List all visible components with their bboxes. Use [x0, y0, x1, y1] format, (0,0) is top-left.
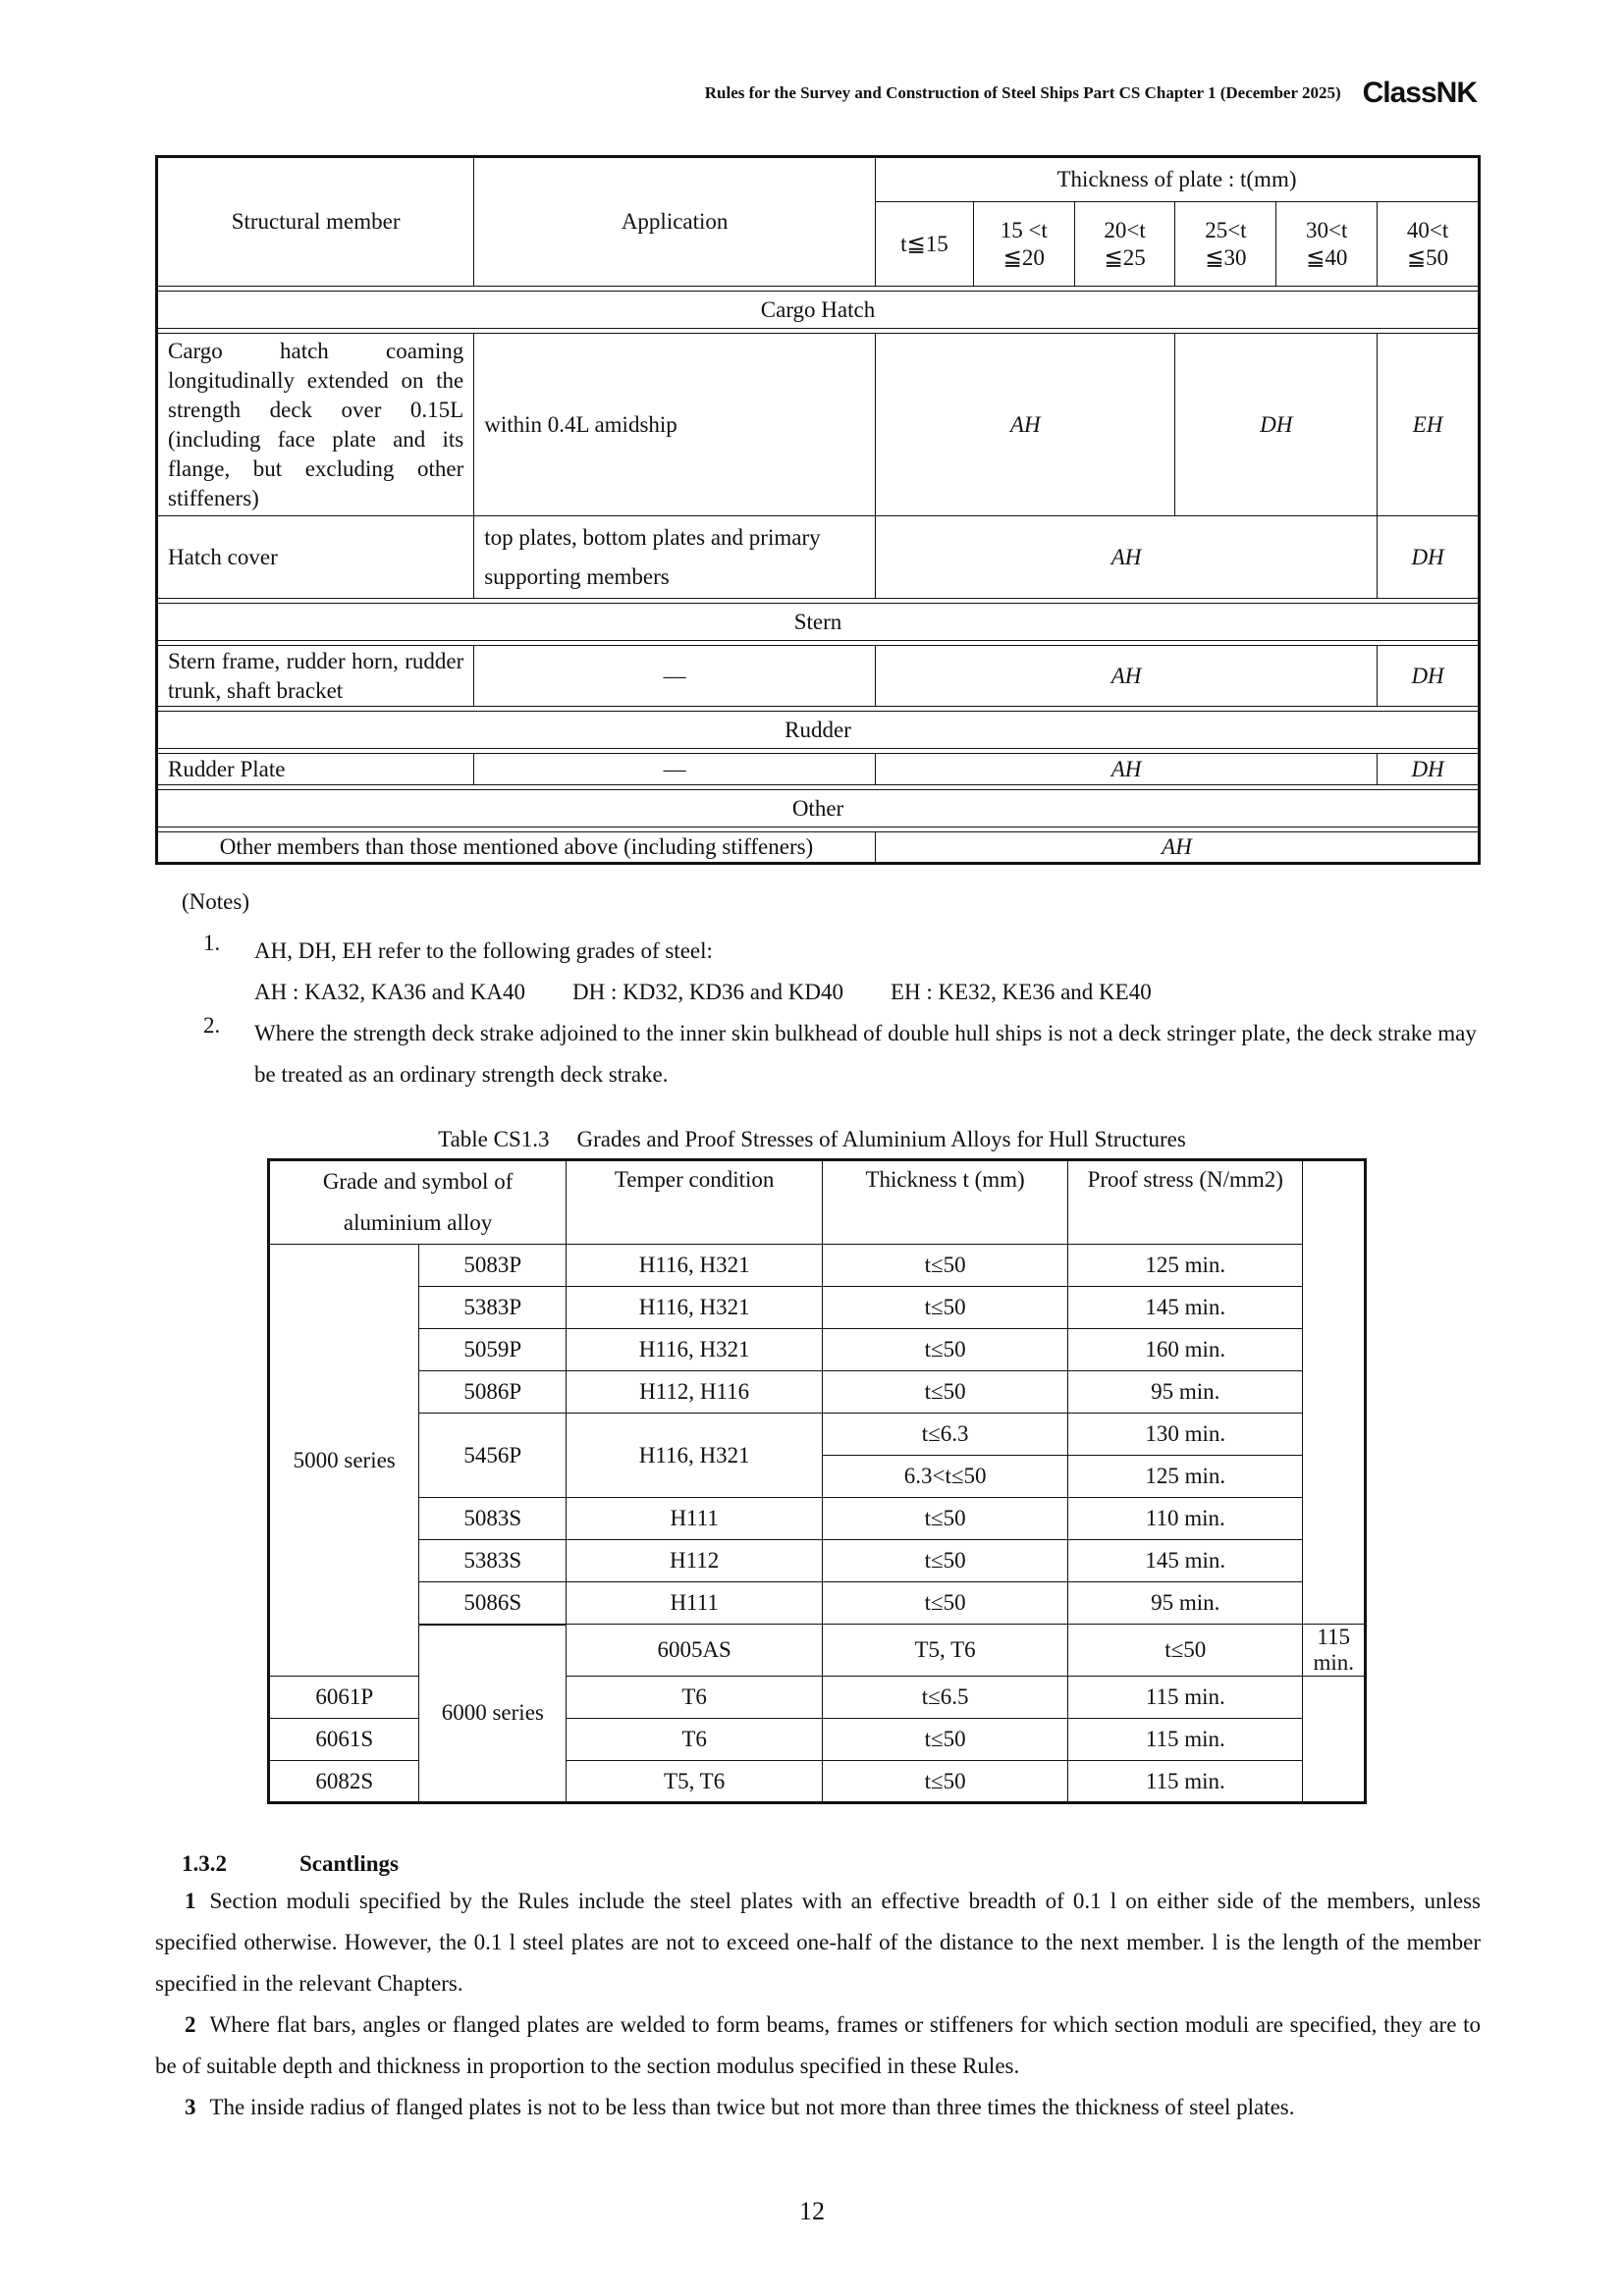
alloy-symbol: 5086S — [419, 1582, 567, 1625]
proof-stress: 125 min. — [1068, 1245, 1303, 1287]
stern-grade-ah: AH — [876, 646, 1378, 707]
section-other: Other — [157, 790, 1480, 828]
series-6000: 6000 series — [419, 1625, 567, 1803]
alloy-symbol: 5086P — [419, 1371, 567, 1414]
alloy-symbol: 6061P — [269, 1677, 419, 1719]
cargo-member: Cargo hatch coaming longitudinally extended on the strength deck over 0.15L (including face plate and its flange, but excluding other stiffeners) — [157, 334, 474, 516]
table-caption — [0, 1127, 1624, 1152]
section-cargo-hatch: Cargo Hatch — [157, 292, 1480, 329]
aluminium-alloy-table — [267, 1158, 1367, 1804]
page-header — [705, 77, 1477, 110]
range-cell: 40<t ≦50 — [1378, 202, 1480, 287]
proof-stress: 125 min. — [1068, 1456, 1303, 1498]
paragraph-1 — [155, 1881, 1481, 2004]
thickness: t≤50 — [823, 1371, 1068, 1414]
hatch-grade-ah: AH — [876, 516, 1378, 599]
hatch-application: top plates, bottom plates and primary supporting members — [474, 516, 876, 599]
paragraph-number: 2 — [185, 2012, 196, 2037]
range-cell: 20<t ≦25 — [1074, 202, 1175, 287]
alloy-symbol: 5059P — [419, 1329, 567, 1371]
series-5000: 5000 series — [269, 1245, 419, 1677]
alloy-symbol: 5383P — [419, 1287, 567, 1329]
alloy-symbol: 5383S — [419, 1540, 567, 1582]
section-heading — [182, 1851, 399, 1877]
note-1-ah: AH : KA32, KA36 and KA40 — [254, 980, 525, 1004]
proof-stress: 95 min. — [1068, 1371, 1303, 1414]
temper: H112 — [567, 1540, 823, 1582]
temper: T5, T6 — [567, 1761, 823, 1803]
stern-grade-dh: DH — [1378, 646, 1480, 707]
col-application: Application — [474, 157, 876, 287]
notes-label: (Notes) — [182, 889, 249, 914]
note-1-eh: EH : KE32, KE36 and KE40 — [890, 980, 1152, 1004]
note-2-text: Where the strength deck strake adjoined to the inner skin bulkhead of double hull ships is not a deck stringer plate, the deck strake may be treated as an ordinary strength deck strake. — [254, 1021, 1477, 1087]
thickness: t≤50 — [823, 1498, 1068, 1540]
rudder-application: — — [474, 754, 876, 785]
paragraph-3 — [155, 2087, 1481, 2128]
thickness: t≤50 — [823, 1719, 1068, 1761]
temper: T6 — [567, 1719, 823, 1761]
range-cell: 30<t ≦40 — [1276, 202, 1378, 287]
cargo-grade-dh: DH — [1175, 334, 1378, 516]
thickness: t≤50 — [1068, 1625, 1303, 1677]
col-thickness: Thickness t (mm) — [823, 1160, 1068, 1245]
alloy-symbol: 5083S — [419, 1498, 567, 1540]
section-stern: Stern — [157, 604, 1480, 641]
thickness: t≤6.3 — [823, 1414, 1068, 1456]
cargo-grade-ah: AH — [876, 334, 1175, 516]
note-number: 2. — [203, 1013, 221, 1038]
col-thickness: Thickness of plate : t(mm) — [876, 157, 1480, 202]
temper: T5, T6 — [823, 1625, 1068, 1677]
alloy-symbol: 6082S — [269, 1761, 419, 1803]
proof-stress: 115 min. — [1068, 1677, 1303, 1719]
paragraph-text: Where flat bars, angles or flanged plates are welded to form beams, frames or stiffeners for which section moduli are specified, they are to be of suitable depth and thickness in proportion to the section modulus specified in these Rules. — [155, 2012, 1481, 2078]
thickness: t≤50 — [823, 1245, 1068, 1287]
thickness: t≤50 — [823, 1287, 1068, 1329]
classnk-logo: ClassNK — [1362, 77, 1477, 109]
hatch-grade-dh: DH — [1378, 516, 1480, 599]
note-1-dh: DH : KD32, KD36 and KD40 — [571, 980, 843, 1004]
proof-stress: 115 min. — [1068, 1719, 1303, 1761]
temper: H111 — [567, 1582, 823, 1625]
thickness: t≤50 — [823, 1582, 1068, 1625]
paragraph-text: The inside radius of flanged plates is not to be less than twice but not more than three times the thickness of steel plates. — [209, 2095, 1295, 2119]
stern-application: — — [474, 646, 876, 707]
section-number: 1.3.2 — [182, 1851, 227, 1876]
temper: T6 — [567, 1677, 823, 1719]
page-number: 12 — [799, 2197, 825, 2225]
col-proof: Proof stress (N/mm2) — [1068, 1160, 1303, 1245]
proof-stress: 160 min. — [1068, 1329, 1303, 1371]
caption-title: Grades and Proof Stresses of Aluminium Alloys for Hull Structures — [576, 1127, 1186, 1151]
temper: H116, H321 — [567, 1245, 823, 1287]
temper: H112, H116 — [567, 1371, 823, 1414]
rudder-grade-dh: DH — [1378, 754, 1480, 785]
paragraph-number: 3 — [185, 2095, 196, 2119]
temper: H111 — [567, 1498, 823, 1540]
range-cell: 25<t ≦30 — [1175, 202, 1276, 287]
rudder-grade-ah: AH — [876, 754, 1378, 785]
temper: H116, H321 — [567, 1414, 823, 1498]
thickness: t≤50 — [823, 1329, 1068, 1371]
paragraph-text: Section moduli specified by the Rules include the steel plates with an effective breadth of 0.1 l on either side of the members, unless specified otherwise. However, the 0.1 l steel plates are not to exceed one-half of the distance to the next member. l is the length of the member specified in the relevant Chapters. — [155, 1889, 1481, 1996]
hatch-member: Hatch cover — [157, 516, 474, 599]
temper: H116, H321 — [567, 1287, 823, 1329]
alloy-symbol: 5083P — [419, 1245, 567, 1287]
cargo-grade-eh: EH — [1378, 334, 1480, 516]
thickness: 6.3<t≤50 — [823, 1456, 1068, 1498]
other-member: Other members than those mentioned above (including stiffeners) — [157, 832, 876, 864]
range-cell: 15 <t ≦20 — [973, 202, 1074, 287]
proof-stress: 115 min. — [1303, 1625, 1366, 1677]
other-grade-ah: AH — [876, 832, 1480, 864]
thickness: t≤50 — [823, 1540, 1068, 1582]
col-temper: Temper condition — [567, 1160, 823, 1245]
caption-id: Table CS1.3 — [438, 1127, 550, 1151]
thickness: t≤50 — [823, 1761, 1068, 1803]
paragraph-2 — [155, 2004, 1481, 2087]
thickness: t≤6.5 — [823, 1677, 1068, 1719]
steel-grade-table — [155, 155, 1481, 865]
proof-stress: 130 min. — [1068, 1414, 1303, 1456]
rudder-member: Rudder Plate — [157, 754, 474, 785]
alloy-symbol: 6005AS — [567, 1625, 823, 1677]
paragraph-number: 1 — [185, 1889, 196, 1913]
proof-stress: 110 min. — [1068, 1498, 1303, 1540]
col-structural-member: Structural member — [157, 157, 474, 287]
proof-stress: 95 min. — [1068, 1582, 1303, 1625]
section-rudder: Rudder — [157, 712, 1480, 749]
proof-stress: 145 min. — [1068, 1287, 1303, 1329]
col-grade: Grade and symbol of aluminium alloy — [269, 1160, 567, 1245]
proof-stress: 115 min. — [1068, 1761, 1303, 1803]
stern-member: Stern frame, rudder horn, rudder trunk, shaft bracket — [157, 646, 474, 707]
temper: H116, H321 — [567, 1329, 823, 1371]
proof-stress: 145 min. — [1068, 1540, 1303, 1582]
note-1-line: AH, DH, EH refer to the following grades of steel: — [254, 938, 713, 963]
note-number: 1. — [203, 931, 221, 955]
range-cell: t≦15 — [876, 202, 974, 287]
cargo-application: within 0.4L amidship — [474, 334, 876, 516]
alloy-symbol: 5456P — [419, 1414, 567, 1498]
header-title: Rules for the Survey and Construction of Steel Ships Part CS Chapter 1 (December 2025) — [704, 83, 1341, 102]
section-title: Scantlings — [299, 1851, 399, 1876]
alloy-symbol: 6061S — [269, 1719, 419, 1761]
